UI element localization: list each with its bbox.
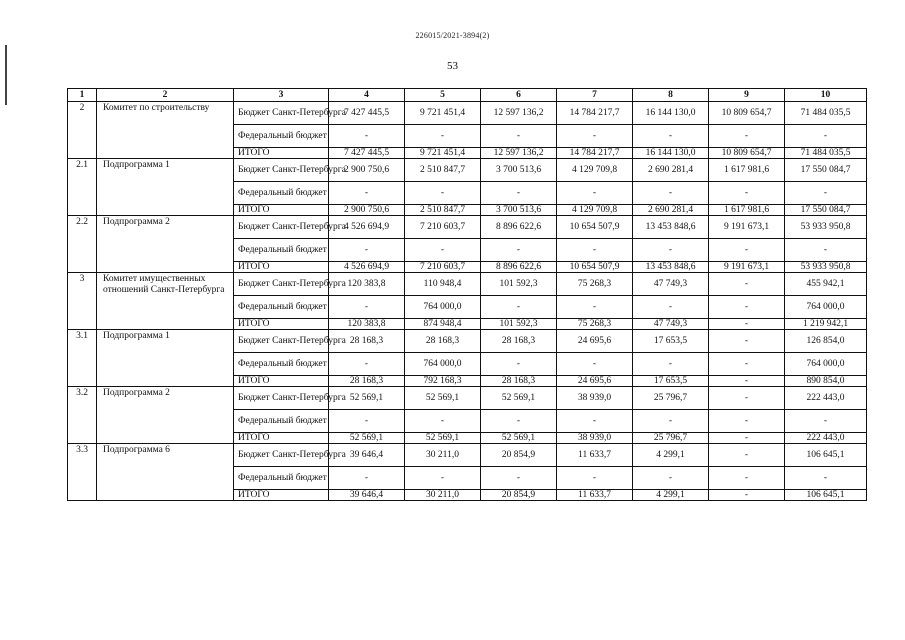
- value-cell: -: [709, 319, 785, 330]
- row-code: 3: [68, 273, 97, 330]
- value-cell: 764 000,0: [785, 353, 867, 376]
- value-cell: 2 510 847,7: [405, 159, 481, 182]
- funding-source: Федеральный бюджет: [234, 467, 329, 490]
- value-cell: 4 526 694,9: [329, 216, 405, 239]
- value-cell: 25 796,7: [633, 387, 709, 410]
- value-cell: -: [709, 387, 785, 410]
- value-cell: -: [557, 182, 633, 205]
- value-cell: 24 695,6: [557, 376, 633, 387]
- value-cell: 16 144 130,0: [633, 102, 709, 125]
- value-cell: 874 948,4: [405, 319, 481, 330]
- value-cell: 7 210 603,7: [405, 262, 481, 273]
- value-cell: -: [405, 182, 481, 205]
- value-cell: 764 000,0: [785, 296, 867, 319]
- document-id: 226015/2021-3894(2): [415, 31, 490, 40]
- funding-source: Бюджет Санкт-Петербурга: [234, 330, 329, 353]
- value-cell: -: [481, 239, 557, 262]
- value-cell: 4 526 694,9: [329, 262, 405, 273]
- value-cell: 25 796,7: [633, 433, 709, 444]
- value-cell: 3 700 513,6: [481, 205, 557, 216]
- table-row: [68, 216, 867, 239]
- value-cell: -: [785, 182, 867, 205]
- value-cell: 52 569,1: [405, 433, 481, 444]
- value-cell: 4 299,1: [633, 444, 709, 467]
- funding-source: ИТОГО: [234, 148, 329, 159]
- value-cell: 24 695,6: [557, 330, 633, 353]
- value-cell: -: [481, 353, 557, 376]
- value-cell: 7 427 445,5: [329, 102, 405, 125]
- value-cell: 28 168,3: [329, 330, 405, 353]
- funding-source: Федеральный бюджет: [234, 182, 329, 205]
- row-code: 2.2: [68, 216, 97, 273]
- value-cell: 1 219 942,1: [785, 319, 867, 330]
- value-cell: 120 383,8: [329, 273, 405, 296]
- value-cell: 4 129 709,8: [557, 205, 633, 216]
- value-cell: -: [709, 239, 785, 262]
- row-name: Подпрограмма 2: [97, 216, 234, 273]
- table-row: [68, 159, 867, 182]
- funding-source: ИТОГО: [234, 433, 329, 444]
- value-cell: -: [785, 239, 867, 262]
- value-cell: 8 896 622,6: [481, 262, 557, 273]
- value-cell: -: [785, 410, 867, 433]
- value-cell: 890 854,0: [785, 376, 867, 387]
- value-cell: 4 299,1: [633, 490, 709, 501]
- row-code: 3.3: [68, 444, 97, 501]
- value-cell: -: [709, 182, 785, 205]
- table-row: [68, 102, 867, 125]
- value-cell: 52 569,1: [405, 387, 481, 410]
- value-cell: 9 721 451,4: [405, 148, 481, 159]
- row-name: Комитет имущественных отношений Санкт-Петербурга: [97, 273, 234, 330]
- value-cell: 120 383,8: [329, 319, 405, 330]
- value-cell: -: [709, 490, 785, 501]
- value-cell: -: [633, 182, 709, 205]
- value-cell: 16 144 130,0: [633, 148, 709, 159]
- value-cell: 2 900 750,6: [329, 205, 405, 216]
- value-cell: -: [785, 467, 867, 490]
- funding-source: Бюджет Санкт-Петербурга: [234, 444, 329, 467]
- value-cell: 39 646,4: [329, 444, 405, 467]
- value-cell: 52 569,1: [481, 433, 557, 444]
- value-cell: -: [633, 239, 709, 262]
- value-cell: 28 168,3: [481, 330, 557, 353]
- value-cell: -: [481, 296, 557, 319]
- row-name: Комитет по строительству: [97, 102, 234, 159]
- value-cell: 30 211,0: [405, 444, 481, 467]
- value-cell: 75 268,3: [557, 273, 633, 296]
- page-number: 53: [447, 60, 458, 72]
- value-cell: -: [557, 410, 633, 433]
- value-cell: 110 948,4: [405, 273, 481, 296]
- value-cell: 12 597 136,2: [481, 102, 557, 125]
- value-cell: 101 592,3: [481, 319, 557, 330]
- value-cell: 38 939,0: [557, 433, 633, 444]
- value-cell: -: [329, 410, 405, 433]
- value-cell: 10 809 654,7: [709, 102, 785, 125]
- value-cell: 14 784 217,7: [557, 102, 633, 125]
- value-cell: 2 900 750,6: [329, 159, 405, 182]
- value-cell: -: [481, 182, 557, 205]
- value-cell: -: [785, 125, 867, 148]
- value-cell: 106 645,1: [785, 444, 867, 467]
- funding-source: Федеральный бюджет: [234, 239, 329, 262]
- funding-source: ИТОГО: [234, 262, 329, 273]
- value-cell: 17 653,5: [633, 330, 709, 353]
- table-row: [68, 444, 867, 467]
- value-cell: 9 191 673,1: [709, 262, 785, 273]
- column-header: 10: [785, 89, 867, 102]
- value-cell: -: [709, 330, 785, 353]
- value-cell: 13 453 848,6: [633, 262, 709, 273]
- value-cell: 10 654 507,9: [557, 262, 633, 273]
- row-name: Подпрограмма 2: [97, 387, 234, 444]
- column-header: 2: [97, 89, 234, 102]
- column-header: 1: [68, 89, 97, 102]
- funding-source: ИТОГО: [234, 319, 329, 330]
- funding-source: Федеральный бюджет: [234, 296, 329, 319]
- value-cell: -: [709, 376, 785, 387]
- funding-source: ИТОГО: [234, 376, 329, 387]
- value-cell: 7 427 445,5: [329, 148, 405, 159]
- funding-source: Бюджет Санкт-Петербурга: [234, 387, 329, 410]
- value-cell: 1 617 981,6: [709, 159, 785, 182]
- value-cell: -: [329, 353, 405, 376]
- value-cell: -: [329, 467, 405, 490]
- value-cell: -: [709, 125, 785, 148]
- value-cell: 2 510 847,7: [405, 205, 481, 216]
- row-name: Подпрограмма 6: [97, 444, 234, 501]
- value-cell: 38 939,0: [557, 387, 633, 410]
- value-cell: 11 633,7: [557, 444, 633, 467]
- row-code: 2: [68, 102, 97, 159]
- table-row: [68, 387, 867, 410]
- value-cell: -: [709, 444, 785, 467]
- value-cell: 52 569,1: [329, 387, 405, 410]
- value-cell: 13 453 848,6: [633, 216, 709, 239]
- value-cell: -: [709, 467, 785, 490]
- value-cell: 52 569,1: [329, 433, 405, 444]
- value-cell: -: [405, 125, 481, 148]
- value-cell: -: [405, 410, 481, 433]
- value-cell: 7 210 603,7: [405, 216, 481, 239]
- value-cell: 53 933 950,8: [785, 216, 867, 239]
- scan-edge-mark: [5, 45, 7, 105]
- value-cell: 52 569,1: [481, 387, 557, 410]
- value-cell: 75 268,3: [557, 319, 633, 330]
- value-cell: 764 000,0: [405, 296, 481, 319]
- funding-source: ИТОГО: [234, 490, 329, 501]
- funding-source: Бюджет Санкт-Петербурга: [234, 159, 329, 182]
- value-cell: -: [329, 182, 405, 205]
- value-cell: -: [709, 273, 785, 296]
- value-cell: 9 721 451,4: [405, 102, 481, 125]
- column-header: 5: [405, 89, 481, 102]
- funding-source: Федеральный бюджет: [234, 410, 329, 433]
- value-cell: 14 784 217,7: [557, 148, 633, 159]
- value-cell: -: [633, 296, 709, 319]
- value-cell: -: [633, 467, 709, 490]
- value-cell: 28 168,3: [405, 330, 481, 353]
- row-code: 3.1: [68, 330, 97, 387]
- row-name: Подпрограмма 1: [97, 159, 234, 216]
- value-cell: 47 749,3: [633, 273, 709, 296]
- budget-table: [67, 88, 867, 501]
- value-cell: -: [405, 467, 481, 490]
- value-cell: -: [633, 410, 709, 433]
- row-code: 3.2: [68, 387, 97, 444]
- value-cell: 2 690 281,4: [633, 159, 709, 182]
- value-cell: 10 809 654,7: [709, 148, 785, 159]
- value-cell: 1 617 981,6: [709, 205, 785, 216]
- value-cell: 9 191 673,1: [709, 216, 785, 239]
- value-cell: 455 942,1: [785, 273, 867, 296]
- column-header: 7: [557, 89, 633, 102]
- value-cell: 222 443,0: [785, 387, 867, 410]
- value-cell: 20 854,9: [481, 490, 557, 501]
- row-code: 2.1: [68, 159, 97, 216]
- value-cell: 12 597 136,2: [481, 148, 557, 159]
- value-cell: 20 854,9: [481, 444, 557, 467]
- value-cell: 2 690 281,4: [633, 205, 709, 216]
- funding-source: Федеральный бюджет: [234, 125, 329, 148]
- value-cell: 53 933 950,8: [785, 262, 867, 273]
- funding-source: Бюджет Санкт-Петербурга: [234, 273, 329, 296]
- funding-source: ИТОГО: [234, 205, 329, 216]
- value-cell: -: [481, 410, 557, 433]
- table-row: [68, 330, 867, 353]
- value-cell: -: [633, 353, 709, 376]
- value-cell: -: [557, 467, 633, 490]
- value-cell: 106 645,1: [785, 490, 867, 501]
- value-cell: -: [709, 433, 785, 444]
- value-cell: -: [709, 353, 785, 376]
- column-header: 8: [633, 89, 709, 102]
- column-header: 3: [234, 89, 329, 102]
- value-cell: 126 854,0: [785, 330, 867, 353]
- value-cell: 71 484 035,5: [785, 148, 867, 159]
- value-cell: 28 168,3: [481, 376, 557, 387]
- value-cell: 101 592,3: [481, 273, 557, 296]
- value-cell: -: [557, 239, 633, 262]
- value-cell: -: [329, 239, 405, 262]
- value-cell: -: [709, 296, 785, 319]
- value-cell: 17 550 084,7: [785, 205, 867, 216]
- table-row: [68, 273, 867, 296]
- value-cell: 222 443,0: [785, 433, 867, 444]
- value-cell: -: [557, 353, 633, 376]
- column-header: 9: [709, 89, 785, 102]
- value-cell: -: [709, 410, 785, 433]
- value-cell: -: [329, 125, 405, 148]
- value-cell: 11 633,7: [557, 490, 633, 501]
- value-cell: 71 484 035,5: [785, 102, 867, 125]
- value-cell: 4 129 709,8: [557, 159, 633, 182]
- value-cell: 764 000,0: [405, 353, 481, 376]
- value-cell: -: [557, 296, 633, 319]
- value-cell: 8 896 622,6: [481, 216, 557, 239]
- row-name: Подпрограмма 1: [97, 330, 234, 387]
- table-header-row: [68, 89, 867, 102]
- value-cell: 17 550 084,7: [785, 159, 867, 182]
- value-cell: -: [633, 125, 709, 148]
- value-cell: 3 700 513,6: [481, 159, 557, 182]
- value-cell: -: [481, 467, 557, 490]
- column-header: 4: [329, 89, 405, 102]
- column-header: 6: [481, 89, 557, 102]
- funding-source: Федеральный бюджет: [234, 353, 329, 376]
- funding-source: Бюджет Санкт-Петербурга: [234, 216, 329, 239]
- value-cell: -: [405, 239, 481, 262]
- funding-source: Бюджет Санкт-Петербурга: [234, 102, 329, 125]
- value-cell: 47 749,3: [633, 319, 709, 330]
- value-cell: -: [481, 125, 557, 148]
- value-cell: 10 654 507,9: [557, 216, 633, 239]
- value-cell: -: [557, 125, 633, 148]
- value-cell: -: [329, 296, 405, 319]
- value-cell: 39 646,4: [329, 490, 405, 501]
- value-cell: 30 211,0: [405, 490, 481, 501]
- value-cell: 792 168,3: [405, 376, 481, 387]
- value-cell: 28 168,3: [329, 376, 405, 387]
- value-cell: 17 653,5: [633, 376, 709, 387]
